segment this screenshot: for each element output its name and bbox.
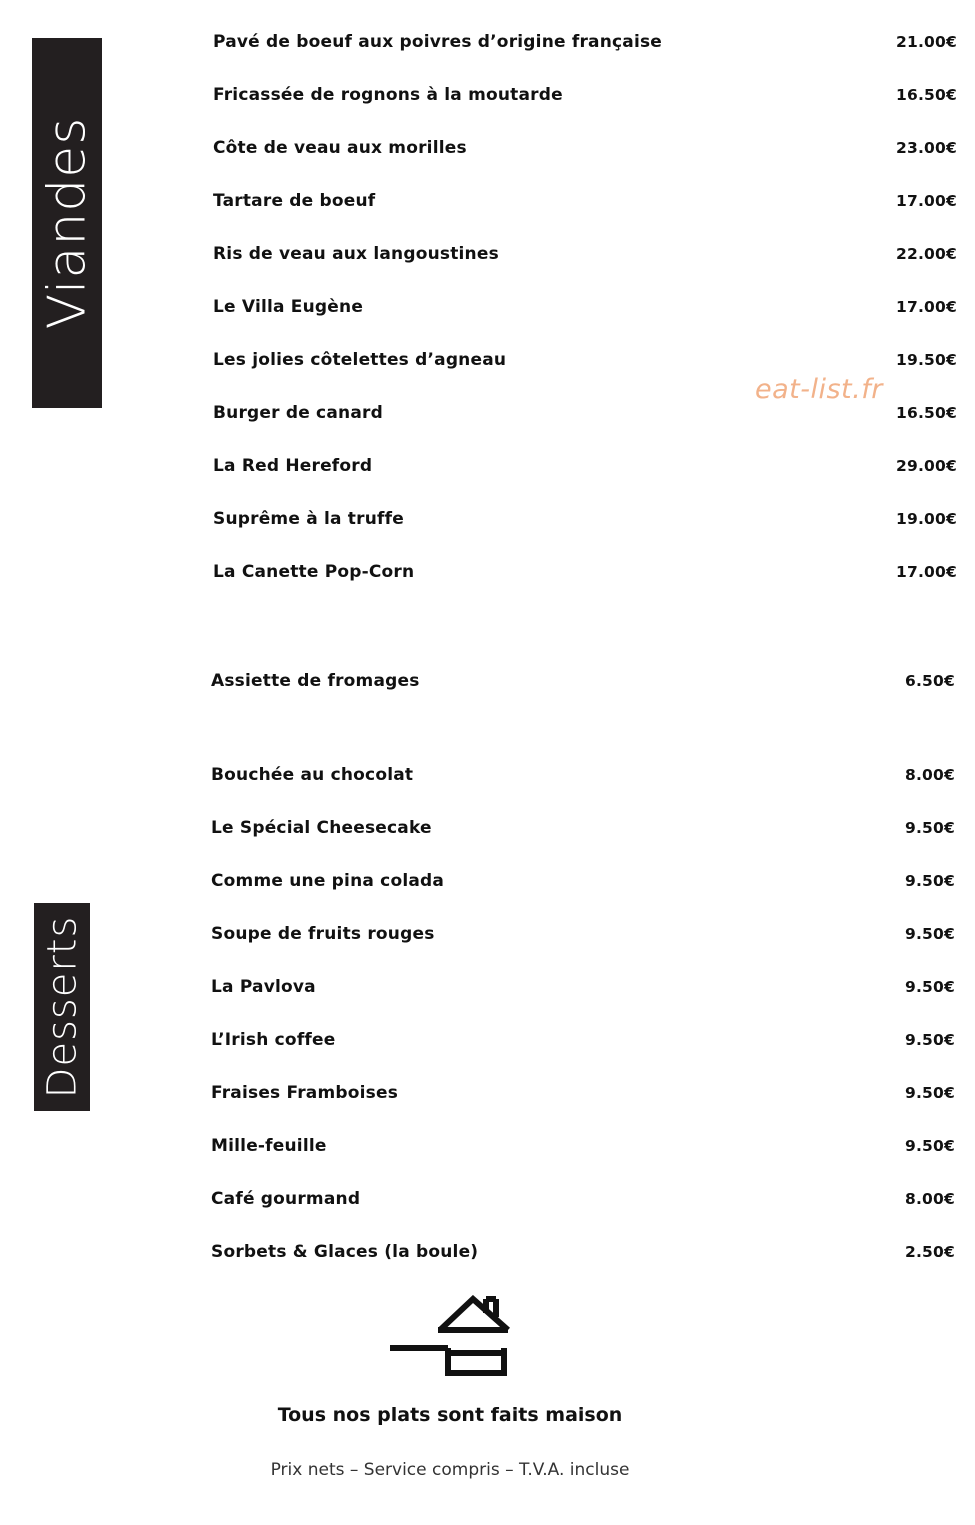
- menu-item-name: L’Irish coffee: [211, 1030, 336, 1050]
- menu-item-price: 9.50€: [904, 1137, 955, 1155]
- menu-item-name: La Canette Pop-Corn: [213, 562, 415, 582]
- fait-maison-house-icon: [388, 1295, 512, 1377]
- section-tab-desserts: [34, 903, 90, 1111]
- section-title-desserts: Desserts: [39, 915, 86, 1099]
- menu-item-fromages: [211, 669, 955, 693]
- menu-item-name: Les jolies côtelettes d’agneau: [213, 350, 507, 370]
- menu-item-price: 9.50€: [904, 1031, 955, 1049]
- menu-item-name: Pavé de boeuf aux poivres d’origine française: [213, 32, 663, 52]
- menu-item-viandes: [213, 83, 957, 107]
- section-title-viandes: Viandes: [37, 116, 98, 330]
- menu-item-name: Côte de veau aux morilles: [213, 138, 467, 158]
- menu-item-name: Fricassée de rognons à la moutarde: [213, 85, 563, 105]
- menu-item-price: 6.50€: [904, 672, 955, 690]
- menu-item-viandes: [213, 507, 957, 531]
- menu-item-price: 22.00€: [895, 245, 957, 263]
- menu-item-price: 9.50€: [904, 819, 955, 837]
- menu-item-name: Assiette de fromages: [211, 671, 420, 691]
- menu-item-name: Fraises Framboises: [211, 1083, 399, 1103]
- menu-item-name: Sorbets & Glaces (la boule): [211, 1242, 479, 1262]
- menu-item-price: 19.50€: [895, 351, 957, 369]
- menu-item-price: 9.50€: [904, 925, 955, 943]
- menu-item-price: 9.50€: [904, 978, 955, 996]
- menu-item-desserts: [211, 1028, 955, 1052]
- menu-item-desserts: [211, 1081, 955, 1105]
- menu-item-price: 16.50€: [895, 404, 957, 422]
- menu-item-viandes: [213, 242, 957, 266]
- menu-item-viandes: [213, 454, 957, 478]
- menu-item-price: 17.00€: [895, 563, 957, 581]
- menu-item-desserts: [211, 1134, 955, 1158]
- menu-item-desserts: [211, 869, 955, 893]
- watermark: eat-list.fr: [755, 374, 883, 405]
- menu-item-desserts: [211, 922, 955, 946]
- menu-item-name: Suprême à la truffe: [213, 509, 404, 529]
- section-tab-viandes: [32, 38, 102, 408]
- menu-item-name: Le Spécial Cheesecake: [211, 818, 432, 838]
- menu-item-viandes: [213, 295, 957, 319]
- menu-item-price: 21.00€: [895, 33, 957, 51]
- menu-item-desserts: [211, 1240, 955, 1264]
- menu-item-name: Le Villa Eugène: [213, 297, 364, 317]
- menu-item-price: 16.50€: [895, 86, 957, 104]
- menu-item-name: Comme une pina colada: [211, 871, 445, 891]
- menu-item-name: Tartare de boeuf: [213, 191, 376, 211]
- menu-item-name: Café gourmand: [211, 1189, 361, 1209]
- menu-item-viandes: [213, 189, 957, 213]
- menu-item-viandes: [213, 30, 957, 54]
- menu-item-price: 23.00€: [895, 139, 957, 157]
- menu-item-name: Bouchée au chocolat: [211, 765, 414, 785]
- menu-item-viandes: [213, 136, 957, 160]
- menu-item-price: 9.50€: [904, 1084, 955, 1102]
- menu-item-price: 29.00€: [895, 457, 957, 475]
- menu-item-price: 17.00€: [895, 192, 957, 210]
- menu-item-name: Soupe de fruits rouges: [211, 924, 435, 944]
- menu-item-price: 2.50€: [904, 1243, 955, 1261]
- menu-item-price: 8.00€: [904, 1190, 955, 1208]
- menu-item-name: Burger de canard: [213, 403, 383, 423]
- menu-item-name: Mille-feuille: [211, 1136, 327, 1156]
- menu-item-viandes: [213, 348, 957, 372]
- menu-item-desserts: [211, 975, 955, 999]
- menu-item-name: La Pavlova: [211, 977, 316, 997]
- menu-item-desserts: [211, 763, 955, 787]
- menu-item-desserts: [211, 816, 955, 840]
- menu-item-price: 19.00€: [895, 510, 957, 528]
- menu-item-name: Ris de veau aux langoustines: [213, 244, 499, 264]
- menu-item-price: 17.00€: [895, 298, 957, 316]
- menu-item-viandes: [213, 560, 957, 584]
- footer-title: Tous nos plats sont faits maison: [277, 1404, 623, 1426]
- footer-note: Prix nets – Service compris – T.V.A. incluse: [270, 1460, 630, 1480]
- menu-item-name: La Red Hereford: [213, 456, 373, 476]
- menu-item-price: 9.50€: [904, 872, 955, 890]
- menu-item-desserts: [211, 1187, 955, 1211]
- menu-item-price: 8.00€: [904, 766, 955, 784]
